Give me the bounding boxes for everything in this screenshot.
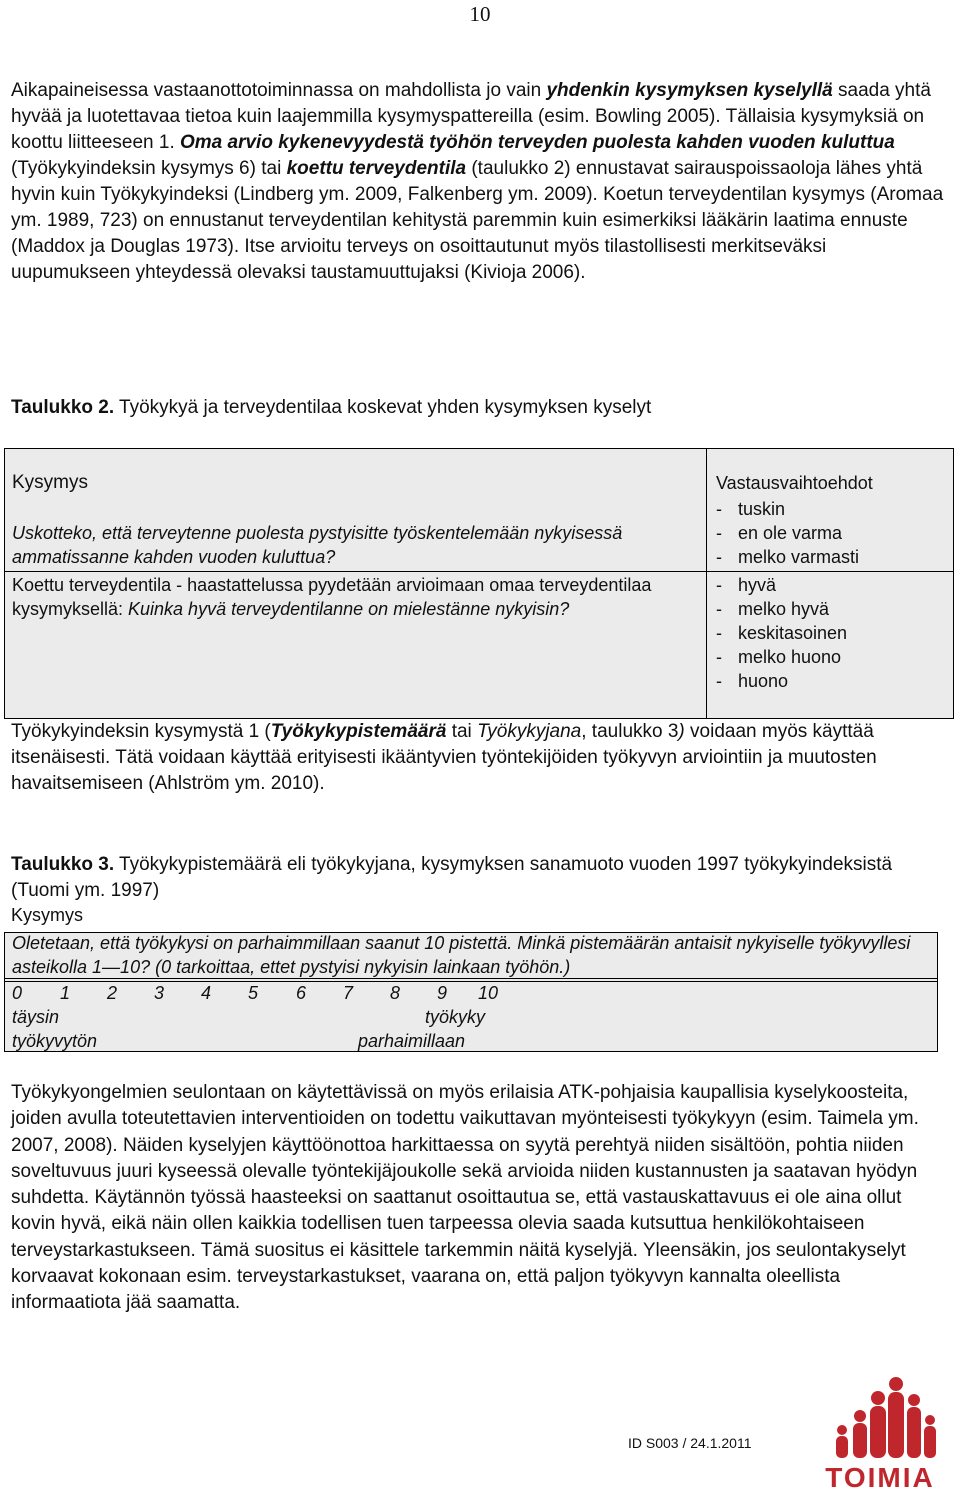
scale-tick-label: 3: [154, 983, 165, 1003]
document-id: ID S003 / 24.1.2011: [628, 1435, 752, 1451]
table2-header-question: Kysymys: [12, 472, 88, 493]
dash: -: [716, 575, 722, 595]
scale-tick-label: 6: [296, 983, 307, 1003]
scale-tick-label: 9: [437, 983, 448, 1003]
scale-high-label-1: työkyky: [425, 1007, 486, 1027]
row-divider: [5, 571, 953, 572]
paragraph-intro: [11, 78, 946, 286]
table2-row1-question: Uskotteko, että terveytenne puolesta pystyisitte työskentelemään nykyisessä ammatissanne kahden vuoden kuluttua?: [12, 523, 623, 567]
table2-row2-question: [12, 573, 662, 621]
dash: -: [716, 623, 722, 643]
option-label: tuskin: [738, 499, 786, 519]
table2-caption: [11, 395, 946, 421]
option-label: huono: [738, 671, 789, 691]
option-label: melko huono: [738, 647, 842, 667]
option-label: keskitasoinen: [738, 623, 848, 643]
list-item: [716, 669, 847, 693]
dash: -: [716, 547, 722, 567]
text-run-italic: ): [678, 721, 685, 742]
scale-tick-label: 4: [201, 983, 212, 1003]
option-label: en ole varma: [738, 523, 843, 543]
scale-tick-label: 1: [60, 983, 71, 1003]
caption-label: Taulukko 2.: [11, 397, 115, 418]
table3-caption: [11, 852, 946, 904]
table3-header: Kysymys: [11, 905, 83, 925]
text-run-emphasis: koettu terveydentila: [286, 158, 467, 179]
scale-low-label-2: työkyvytön: [12, 1031, 98, 1051]
table2-row1-options: [716, 497, 859, 569]
table3-question: Oletetaan, että työkykysi on parhaimmillaan saanut 10 pistettä. Minkä pistemäärän antaisit nykyiselle työkyvyllesi asteikolla 1—10? (0 tarkoittaa, ettet pystyisi nykyisin lainkaan työhön.): [12, 933, 911, 977]
scale-tick-label: 10: [478, 983, 499, 1003]
text-run: (Työkykyindeksin kysymys 6) tai: [11, 158, 287, 179]
scale-tick-label: 8: [390, 983, 401, 1003]
table-2: [4, 448, 954, 719]
list-item: [716, 521, 859, 545]
row-divider: [5, 981, 937, 982]
paragraph-table3-intro: [11, 719, 946, 797]
text-run-emphasis: Oma arvio kykenevyydestä työhön terveyden puolesta kahden vuoden kuluttua: [180, 132, 895, 153]
text-run: saada yhtä hyvää ja luotettavaa tietoa kuin laajemmilla kysymyspattereilla (esim. Bowling 2005). Tällaisia kysymyksiä on koottu liitteeseen 1.: [11, 80, 931, 153]
scale-tick-label: 2: [107, 983, 118, 1003]
text-run: Työkykyindeksin kysymystä 1 (: [11, 721, 271, 742]
text-run-emphasis: yhdenkin kysymyksen kyselyllä: [546, 80, 833, 101]
text-run: Aikapaineisessa vastaanottotoiminnassa on mahdollista jo vain: [11, 80, 547, 101]
text-run-italic: Kuinka hyvä terveydentilanne on mielestänne nykyisin?: [128, 599, 570, 619]
text-run-emphasis: Työkykypistemäärä: [270, 721, 447, 742]
list-item: [716, 545, 859, 569]
list-item: [716, 597, 847, 621]
page-number: 10: [469, 2, 491, 26]
option-label: melko hyvä: [738, 599, 830, 619]
dash: -: [716, 671, 722, 691]
option-label: melko varmasti: [738, 547, 860, 567]
text-run: Koettu terveydentila - haastattelussa pyydetään arvioimaan omaa terveydentilaa kysymyksellä:: [12, 575, 652, 619]
column-divider: [706, 449, 707, 718]
scale-tick-label: 5: [248, 983, 259, 1003]
row-divider: [5, 978, 937, 979]
text-run-italic: Työkykyjana: [477, 721, 582, 742]
toimia-logo: [820, 1370, 940, 1495]
dash: -: [716, 647, 722, 667]
text-run: tai: [446, 721, 478, 742]
caption-text: Työkykypistemäärä eli työkykyjana, kysymyksen sanamuoto vuoden 1997 työkykyindeksistä (Tuomi ym. 1997): [11, 854, 893, 901]
option-label: hyvä: [738, 575, 777, 595]
dash: -: [716, 523, 722, 543]
caption-label: Taulukko 3.: [11, 854, 115, 875]
table2-header-options: Vastausvaihtoehdot: [716, 473, 873, 493]
text-run: , taulukko 3: [581, 721, 679, 742]
scale-low-label-1: täysin: [12, 1007, 60, 1027]
list-item: [716, 497, 859, 521]
caption-text: Työkykyä ja terveydentilaa koskevat yhden kysymyksen kyselyt: [114, 397, 652, 418]
scale-high-label-2: parhaimillaan: [358, 1031, 466, 1051]
text-run: voidaan myös käyttää itsenäisesti. Tätä voidaan käyttää erityisesti ikääntyvien työntekijöiden työkyvyn arviointiin ja muutosten havaitsemiseen (Ahlström ym. 2010).: [11, 721, 877, 794]
table-3: [4, 932, 938, 1052]
text-run: (taulukko 2) ennustavat sairauspoissaoloja lähes yhtä hyvin kuin Työkykyindeksi (Lindberg ym. 2009, Falkenberg ym. 2009). Koetun terveydentilan kysymys (Aromaa ym. 1989, 723) on ennustanut terveydentilan kehitystä paremmin kuin esimerkiksi lääkärin laatima ennuste (Maddox ja Douglas 1973). Itse arvioitu terveys on osoittautunut myös tilastollisesti merkitseväksi uupumukseen yhteydessä olevaksi taustamuuttujaksi (Kivioja 2006).: [11, 158, 944, 283]
table2-row2-options: [716, 573, 847, 693]
list-item: [716, 621, 847, 645]
dash: -: [716, 499, 722, 519]
scale-tick-label: 7: [343, 983, 354, 1003]
dash: -: [716, 599, 722, 619]
paragraph-screening: Työkykyongelmien seulontaan on käytettävissä on myös erilaisia ATK-pohjaisia kaupallisia kyselykoosteita, joiden avulla toteutettavien interventioiden on todettu vaikuttavan myönteisesti työkykyyn (esim. Taimela ym. 2007, 2008). Näiden kyselyjen käyttöönottoa harkittaessa on syytä perehtyä niiden sisältöön, pohtia niiden soveltuvuus juuri kyseessä olevalle työntekijäjoukolle sekä arvioida niiden kustannusten ja saatavan hyödyn suhdetta. Käytännön työssä haasteeksi on saattanut osoittautua se, että vastauskattavuus ei ole aina ollut kovin hyvä, eikä näin ollen kaikkia todellisen tuen tarpeessa olevia saada kutsuttua henkilökohtaiseen terveystarkastukseen. Tämä suositus ei käsittele tarkemmin näitä kyselyjä. Yleensäkin, jos seulontakyselyt korvaavat kokonaan esim. terveystarkastukset, vaarana on, että paljon työkyvyn kannalta oleellista informaatiota jää saamatta.: [11, 1082, 919, 1314]
scale-tick-label: 0: [12, 983, 23, 1003]
list-item: [716, 645, 847, 669]
list-item: [716, 573, 847, 597]
logo-text: TOIMIA: [825, 1462, 935, 1493]
people-figures-icon: [820, 1370, 940, 1460]
